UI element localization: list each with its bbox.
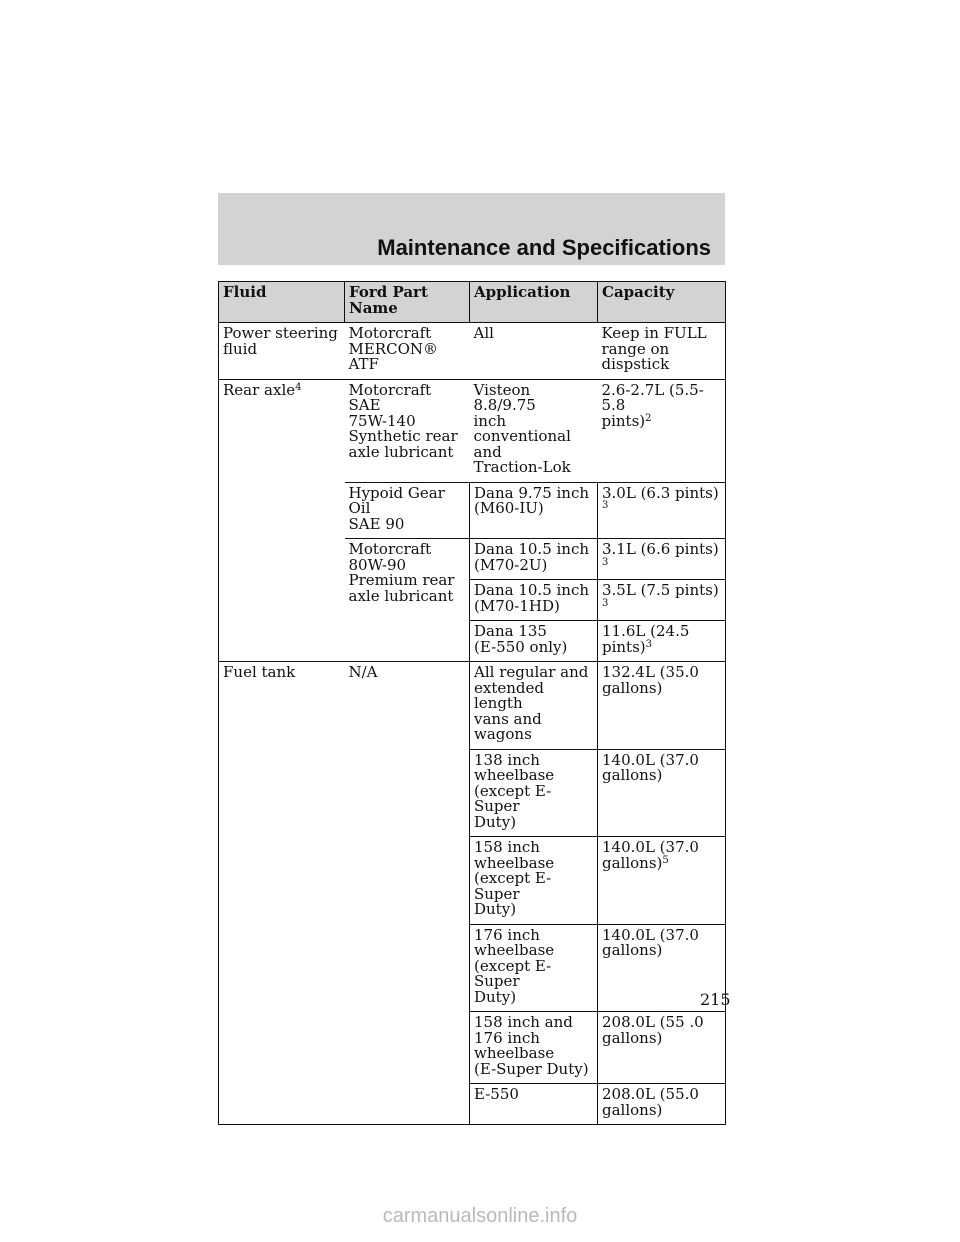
footnote-marker: 3: [645, 638, 653, 650]
part-cell: Motorcraft SAE 75W-140 Synthetic rear axle lubricant: [345, 379, 470, 482]
column-header: Ford Part Name: [345, 282, 470, 323]
application-cell: 138 inch wheelbase (except E-Super Duty): [470, 749, 598, 837]
capacity-value: 2.6-2.7L (5.5-5.8 pints): [601, 380, 704, 430]
capacity-cell: [598, 379, 726, 482]
footnote-marker: 2: [645, 412, 652, 424]
table-header-row: [219, 282, 726, 323]
footnote-marker: 5: [662, 854, 669, 866]
table-row: [219, 662, 726, 750]
application-cell: All: [470, 323, 598, 380]
capacity-cell: 208.0L (55 .0 gallons): [598, 1012, 726, 1084]
capacity-cell: Keep in FULL range on dispstick: [598, 323, 726, 380]
footnote-marker: 3: [602, 500, 609, 511]
part-cell: Motorcraft MERCON® ATF: [345, 323, 470, 380]
capacity-cell: 140.0L (37.0 gallons): [598, 924, 726, 1012]
application-cell: Dana 10.5 inch (M70-2U): [470, 539, 598, 580]
watermark: carmanualsonline.info: [382, 1205, 578, 1227]
part-cell: N/A: [345, 662, 470, 1125]
fluid-cell: Power steering fluid: [219, 323, 345, 380]
part-cell: Motorcraft 80W-90 Premium rear axle lubricant: [345, 539, 470, 662]
application-cell: 158 inch and 176 inch wheelbase (E-Super Duty): [470, 1012, 598, 1084]
application-cell: All regular and extended length vans and wagons: [470, 662, 598, 750]
capacity-cell: [598, 539, 726, 580]
application-cell: 176 inch wheelbase (except E-Super Duty): [470, 924, 598, 1012]
capacity-value: 11.6L (24.5 pints): [602, 622, 690, 656]
section-header-bar: [218, 193, 725, 265]
capacity-cell: 132.4L (35.0 gallons): [598, 662, 726, 750]
capacity-value: 3.5L (7.5 pints): [602, 581, 719, 599]
application-cell: 158 inch wheelbase (except E-Super Duty): [470, 837, 598, 925]
fluid-label: Rear axle: [223, 380, 296, 399]
capacity-value: 3.0L (6.3 pints): [602, 483, 719, 502]
fluid-cell: [219, 379, 345, 662]
fluid-cell: Fuel tank: [219, 662, 345, 1125]
application-cell: E-550: [470, 1084, 598, 1125]
capacity-cell: [598, 621, 726, 662]
part-cell: Hypoid Gear Oil SAE 90: [345, 482, 470, 539]
column-header: Capacity: [598, 282, 726, 323]
capacity-cell: 208.0L (55.0 gallons): [598, 1084, 726, 1125]
footnote-marker: 4: [295, 381, 302, 393]
page-number: 215: [700, 990, 731, 1009]
application-cell: Dana 9.75 inch (M60-IU): [470, 482, 598, 539]
footnote-marker: 3: [602, 556, 609, 568]
application-cell: Dana 10.5 inch (M70-1HD): [470, 580, 598, 621]
column-header: Application: [470, 282, 598, 323]
capacity-cell: [598, 482, 726, 539]
fluid-capacity-table: [218, 281, 726, 1125]
table-row: [219, 379, 726, 482]
capacity-cell: 140.0L (37.0 gallons): [598, 749, 726, 837]
capacity-cell: [598, 837, 726, 925]
footnote-marker: 3: [602, 597, 609, 609]
column-header: Fluid: [219, 282, 345, 323]
table-row: [219, 323, 726, 380]
capacity-value: 3.1L (6.6 pints): [602, 540, 719, 558]
capacity-cell: [598, 580, 726, 621]
section-title: Maintenance and Specifications: [377, 235, 711, 260]
application-cell: Visteon 8.8/9.75 inch conventional and Traction-Lok: [470, 379, 598, 482]
capacity-value: 140.0L (37.0 gallons): [602, 838, 699, 872]
application-cell: Dana 135 (E-550 only): [470, 621, 598, 662]
